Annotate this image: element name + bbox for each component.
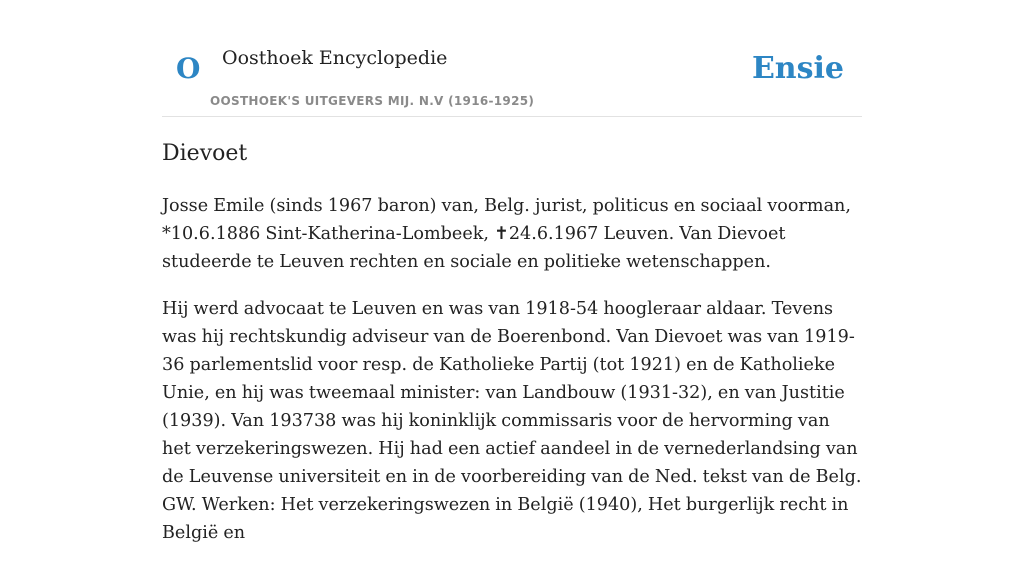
source-header: [162, 0, 862, 117]
article-paragraph-2: Hij werd advocaat te Leuven en was van 1918-54 hoogleraar aldaar. Tevens was hij rechtskundig adviseur van de Boerenbond. Van Dievoet was van 1919-36 parlementslid voor resp. de Katholieke Partij (tot 1921) en de Katholieke Unie, en hij was tweemaal minister: van Landbouw (1931-32), en van Justitie (1939). Van 193738 was hij koninklijk commissaris voor de hervorming van het verzekeringswezen. Hij had een actief aandeel in de vernederlandsing van de Leuvense universiteit en in de voorbereiding van de Ned. tekst van de Belg. GW. Werken: Het verzekeringswezen in België (1940), Het burgerlijk recht in België en: [162, 299, 862, 543]
article-paragraph-1: Josse Emile (sinds 1967 baron) van, Belg. jurist, politicus en sociaal voorman, *10.6.1886 Sint-Katherina-Lombeek, ✝24.6.1967 Leuven. Van Dievoet studeerde te Leuven rechten en sociale en politieke wetenschappen.: [162, 196, 851, 272]
source-title-link[interactable]: Oosthoek Encyclopedie: [222, 47, 448, 69]
source-subtitle: OOSTHOEK'S UITGEVERS MIJ. N.V (1916-1925): [210, 94, 535, 108]
page: [162, 0, 862, 543]
article-title: Dievoet: [162, 141, 248, 166]
source-logo-letter[interactable]: O: [176, 52, 201, 85]
article-body: [162, 192, 862, 566]
ensie-brand-link[interactable]: Ensie: [751, 51, 844, 86]
